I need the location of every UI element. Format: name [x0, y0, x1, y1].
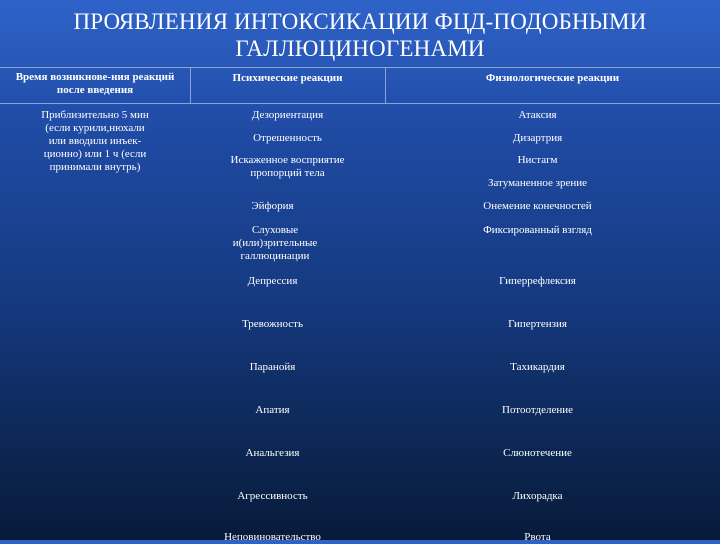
- physio-reaction-8: Тахикардия: [510, 361, 565, 373]
- onset-line-4: ционно) или 1 ч (если: [43, 148, 147, 160]
- psychic-reaction-5-line-3: галлюцинации: [240, 250, 310, 262]
- physio-reaction-11: Лихорадка: [512, 490, 563, 502]
- physio-reaction-3: Нистагм: [517, 154, 558, 166]
- psychic-reaction-5: [190, 224, 360, 263]
- physio-reaction-12: Рвота: [524, 531, 551, 543]
- slide-title: [0, 8, 720, 62]
- psychic-reaction-3: [190, 154, 385, 180]
- psychic-reaction-6: Депрессия: [247, 275, 298, 287]
- psychic-reaction-10: Анальгезия: [245, 447, 300, 459]
- physio-reaction-6: Гиперрефлексия: [499, 275, 576, 287]
- header-physiological-reactions: Физиологические реакции: [485, 72, 620, 84]
- header-onset-time-line-1: Время возникнове-ния реакций: [15, 71, 175, 83]
- physio-reaction-3b: Затуманенное зрение: [487, 177, 588, 189]
- onset-time-cell: [0, 109, 190, 174]
- psychic-reaction-11: Агрессивность: [237, 490, 308, 502]
- header-onset-time: [0, 71, 190, 97]
- physio-reaction-4: Онемение конечностей: [483, 200, 592, 212]
- psychic-reaction-4: Эйфория: [251, 200, 294, 212]
- header-psychic-reactions: Психические реакции: [232, 72, 343, 84]
- psychic-reaction-5-line-2: и(или)зрительные: [232, 237, 318, 249]
- physio-reaction-7: Гипертензия: [508, 318, 567, 330]
- physio-reaction-5: Фиксированный взгляд: [483, 224, 592, 236]
- onset-line-2: (если курили,нюхали: [45, 122, 145, 134]
- slide-title-line-1: ПРОЯВЛЕНИЯ ИНТОКСИКАЦИИ ФЦД-ПОДОБНЫМИ: [73, 9, 647, 34]
- psychic-reaction-5-line-1: Слуховые: [251, 224, 299, 236]
- onset-line-1: Приблизительно 5 мин: [41, 109, 149, 121]
- slide-title-line-2: ГАЛЛЮЦИНОГЕНАМИ: [235, 36, 485, 61]
- psychic-reaction-8: Паранойя: [249, 361, 296, 373]
- psychic-reaction-2: Отрешенность: [253, 132, 322, 144]
- onset-line-3: или вводили инъек-: [48, 135, 142, 147]
- psychic-reaction-7: Тревожность: [242, 318, 303, 330]
- header-onset-time-line-2: после введения: [56, 84, 134, 96]
- psychic-reaction-1: Дезориентация: [251, 109, 324, 121]
- physio-reaction-9: Потоотделение: [502, 404, 573, 416]
- physio-reaction-1: Атаксия: [518, 109, 557, 121]
- psychic-reaction-9: Апатия: [255, 404, 290, 416]
- physio-reaction-2: Дизартрия: [512, 132, 563, 144]
- psychic-reaction-3-line-1: Искаженное восприятие: [230, 154, 345, 166]
- physio-reaction-10: Слюнотечение: [503, 447, 572, 459]
- table-header-divider: [0, 103, 720, 104]
- psychic-reaction-12: Неповиновательство: [224, 531, 321, 543]
- psychic-reaction-3-line-2: пропорций тела: [250, 167, 325, 179]
- table-top-border: [0, 67, 720, 68]
- onset-line-5: принимали внутрь): [49, 161, 141, 173]
